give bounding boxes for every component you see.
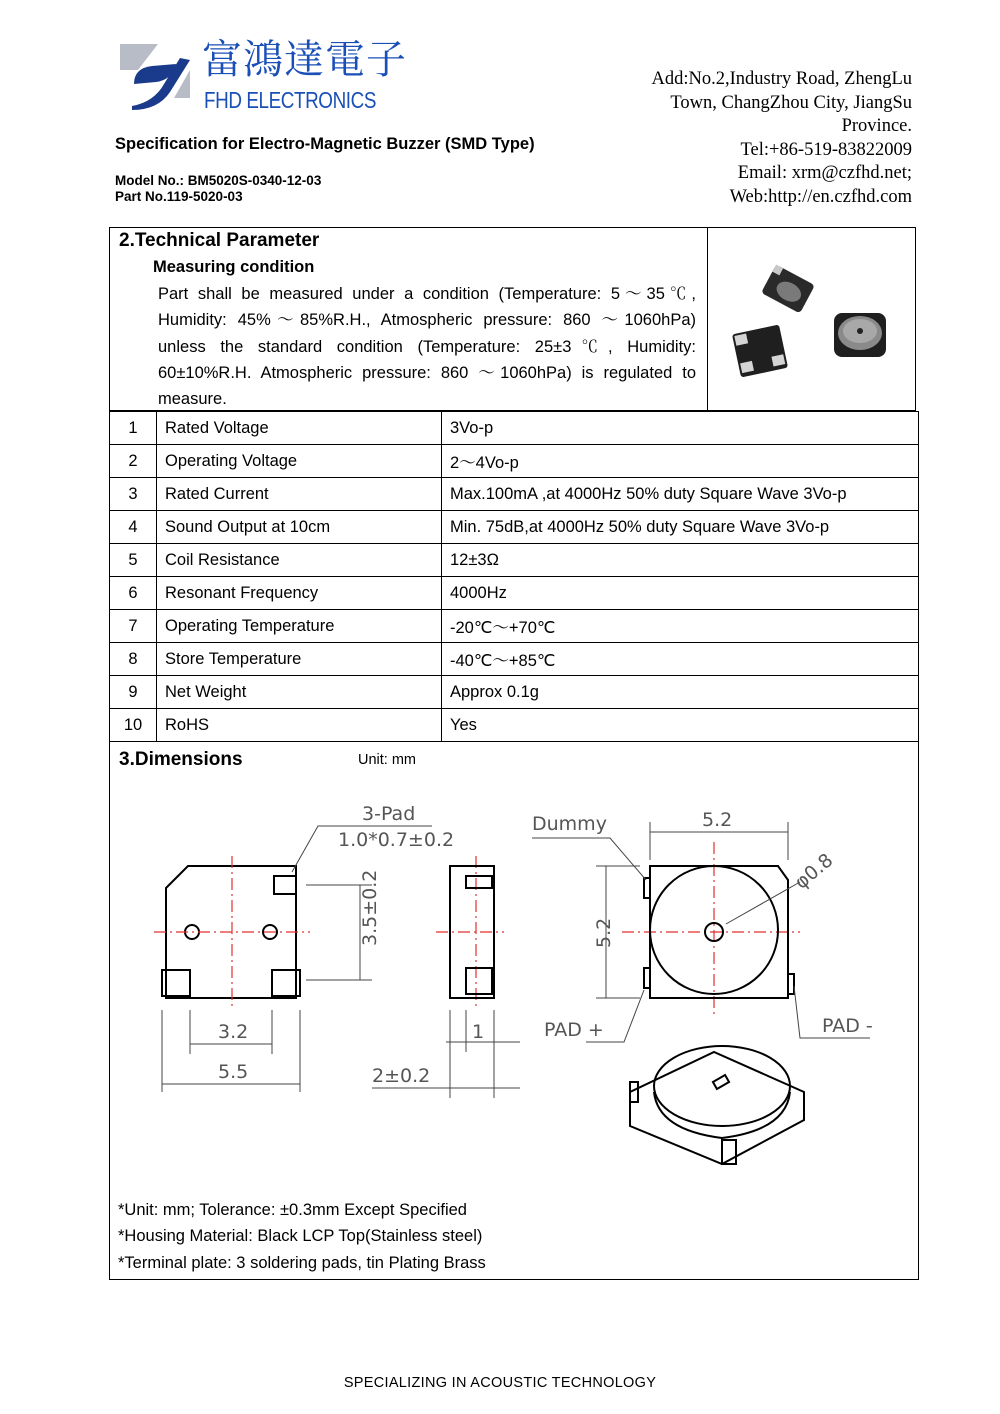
parameter-name: Rated Voltage bbox=[157, 412, 442, 445]
parameter-value: -40℃～+85℃ bbox=[442, 643, 919, 676]
parameter-name: Store Temperature bbox=[157, 643, 442, 676]
parameter-name: Net Weight bbox=[157, 676, 442, 709]
pad-size-label: 1.0*0.7±0.2 bbox=[338, 829, 455, 851]
parameter-row bbox=[110, 511, 919, 544]
footer-slogan: SPECIALIZING IN ACOUSTIC TECHNOLOGY bbox=[343, 1375, 657, 1391]
parameter-name: Operating Temperature bbox=[157, 610, 442, 643]
parameter-number: 5 bbox=[110, 544, 157, 577]
parameter-value: Yes bbox=[442, 709, 919, 742]
email: Email: xrm@czfhd.net; bbox=[737, 163, 912, 183]
height-label: 2±0.2 bbox=[372, 1065, 431, 1087]
hole-spacing-label: 3.2 bbox=[218, 1021, 249, 1043]
pad-spacing-label: 3.5±0.2 bbox=[359, 869, 381, 946]
section-heading-technical: 2.Technical Parameter bbox=[119, 230, 320, 251]
company-name-english: FHD ELECTRONICS bbox=[204, 87, 376, 113]
company-name-chinese: 富鴻達電子 bbox=[202, 37, 407, 83]
dimensions-unit: Unit: mm bbox=[358, 752, 416, 768]
parameter-value: -20℃～+70℃ bbox=[442, 610, 919, 643]
company-logo bbox=[114, 40, 194, 112]
parameter-name: Operating Voltage bbox=[157, 445, 442, 478]
parameter-row bbox=[110, 478, 919, 511]
width-label: 5.5 bbox=[218, 1061, 249, 1083]
parameter-row bbox=[110, 709, 919, 742]
parameter-table bbox=[109, 411, 919, 742]
address-line-3: Province. bbox=[841, 116, 912, 136]
parameter-number: 8 bbox=[110, 643, 157, 676]
parameter-number: 2 bbox=[110, 445, 157, 478]
dummy-label: Dummy bbox=[532, 813, 607, 835]
model-number: Model No.: BM5020S-0340-12-03 bbox=[115, 173, 322, 188]
parameter-row bbox=[110, 577, 919, 610]
top-width-label: 5.2 bbox=[702, 809, 733, 831]
parameter-value: Max.100mA ,at 4000Hz 50% duty Square Wave 3Vo-p bbox=[442, 478, 919, 511]
parameter-name: Coil Resistance bbox=[157, 544, 442, 577]
parameter-name: Resonant Frequency bbox=[157, 577, 442, 610]
note-terminal: *Terminal plate: 3 soldering pads, tin Plating Brass bbox=[118, 1254, 486, 1272]
parameter-row bbox=[110, 676, 919, 709]
parameter-name: RoHS bbox=[157, 709, 442, 742]
parameter-number: 6 bbox=[110, 577, 157, 610]
address-line-1: Add:No.2,Industry Road, ZhengLu bbox=[651, 69, 912, 89]
parameter-value: 2～4Vo-p bbox=[442, 445, 919, 478]
parameter-row bbox=[110, 643, 919, 676]
measuring-condition-heading: Measuring condition bbox=[153, 258, 315, 276]
parameter-value: 12±3Ω bbox=[442, 544, 919, 577]
parameter-number: 7 bbox=[110, 610, 157, 643]
parameter-row bbox=[110, 610, 919, 643]
parameter-name: Sound Output at 10cm bbox=[157, 511, 442, 544]
note-tolerance: *Unit: mm; Tolerance: ±0.3mm Except Specified bbox=[118, 1201, 467, 1219]
parameter-number: 3 bbox=[110, 478, 157, 511]
website: Web:http://en.czfhd.com bbox=[729, 186, 912, 207]
parameter-number: 10 bbox=[110, 709, 157, 742]
parameter-number: 1 bbox=[110, 412, 157, 445]
address-line-2: Town, ChangZhou City, JiangSu bbox=[670, 92, 912, 113]
parameter-value: Min. 75dB,at 4000Hz 50% duty Square Wave 3Vo-p bbox=[442, 511, 919, 544]
parameter-row bbox=[110, 412, 919, 445]
side-height-label: 5.2 bbox=[593, 917, 615, 948]
pad-minus-label: PAD - bbox=[822, 1015, 873, 1037]
parameter-value: 4000Hz bbox=[442, 577, 919, 610]
product-photo bbox=[707, 227, 916, 411]
parameter-name: Rated Current bbox=[157, 478, 442, 511]
parameter-row bbox=[110, 544, 919, 577]
telephone: Tel:+86-519-83822009 bbox=[740, 139, 912, 160]
contact-block bbox=[651, 68, 912, 209]
note-housing: *Housing Material: Black LCP Top(Stainless steel) bbox=[118, 1227, 483, 1245]
hole-diameter-label: φ0.8 bbox=[790, 849, 838, 894]
dimension-drawing bbox=[110, 780, 918, 1180]
pad-callout-label: 3-Pad bbox=[362, 803, 416, 825]
parameter-number: 4 bbox=[110, 511, 157, 544]
measuring-condition-text: Part shall be measured under a condition (Temperature: 5～35℃, Humidity: 45%～85%R.H., Atmospheric pressure: 860 ～1060hPa) unless the standard condition (Temperature: 25±3℃, Humidity: 60±10%R.H. Atmospheric pressure: 860 ～1060hPa) is regulated to measure. bbox=[158, 285, 696, 409]
document-title: Specification for Electro-Magnetic Buzzer (SMD Type) bbox=[115, 135, 535, 153]
parameter-value: 3Vo-p bbox=[442, 412, 919, 445]
parameter-row bbox=[110, 445, 919, 478]
section-heading-dimensions: 3.Dimensions bbox=[119, 749, 243, 770]
parameter-number: 9 bbox=[110, 676, 157, 709]
side-thickness-label: 1 bbox=[472, 1021, 485, 1043]
parameter-value: Approx 0.1g bbox=[442, 676, 919, 709]
part-number: Part No.119-5020-03 bbox=[115, 189, 243, 204]
pad-plus-label: PAD + bbox=[544, 1019, 604, 1041]
